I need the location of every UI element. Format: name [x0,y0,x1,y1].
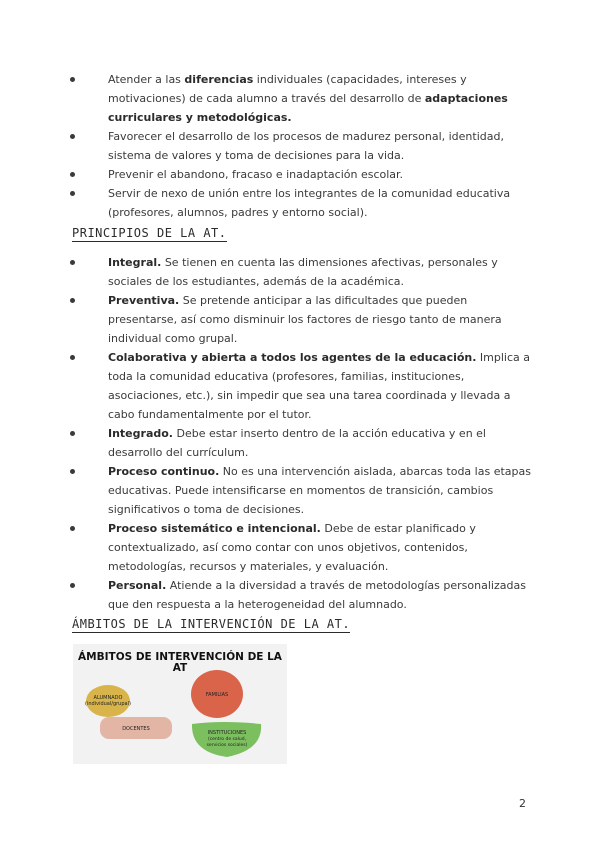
familias-label: FAMILIAS [205,692,229,698]
list-item: Servir de nexo de unión entre los integrantes de la comunidad educativa (profesores, alumnos, padres y entorno social). [88,184,536,222]
instituciones-sublabel-1: (centro de salud, [207,737,247,742]
list-item: Favorecer el desarrollo de los procesos de madurez personal, identidad, sistema de valores y toma de decisiones para la vida. [88,127,536,165]
list-item: Preventiva. Se pretende anticipar a las dificultades que pueden presentarse, así como disminuir los factores de riesgo tanto de manera individual como grupal. [88,291,536,348]
list-item: Integrado. Debe estar inserto dentro de la acción educativa y en el desarrollo del currículum. [88,424,536,462]
scopes-diagram-svg [73,644,287,764]
list-item: Personal. Atiende a la diversidad a través de metodologías personalizadas que den respuesta a la heterogeneidad del alumnado. [88,576,536,614]
scopes-heading: ÁMBITOS DE LA INTERVENCIÓN DE LA AT. [72,617,351,631]
instituciones-sublabel-2: servicios sociales) [206,743,248,748]
objectives-list [88,70,536,222]
list-item: Proceso continuo. No es una intervención aislada, abarcas toda las etapas educativas. Puede intensificarse en momentos de transición, cambios significativos o toma de decisiones. [88,462,536,519]
instituciones-label: INSTITUCIONES [207,730,247,736]
diagram-title-line1: ÁMBITOS DE INTERVENCIÓN DE LA [78,651,282,663]
list-item: Atender a las diferencias individuales (capacidades, intereses y motivaciones) de cada alumno a través del desarrollo de adaptaciones curriculares y metodológicas. [88,70,536,127]
list-item: Prevenir el abandono, fracaso e inadaptación escolar. [88,165,536,184]
list-item: Proceso sistemático e intencional. Debe de estar planificado y contextualizado, así como contar con unos objetivos, contenidos, metodologías, recursos y materiales, y evaluación. [88,519,536,576]
list-item: Integral. Se tienen en cuenta las dimensiones afectivas, personales y sociales de los estudiantes, además de la académica. [88,253,536,291]
principles-heading: PRINCIPIOS DE LA AT. [72,226,227,240]
principles-list [88,253,536,614]
scopes-diagram [73,644,287,764]
alumnado-sublabel: (individual/grupal) [85,701,131,707]
page-number: 2 [519,797,526,810]
list-item: Colaborativa y abierta a todos los agentes de la educación. Implica a toda la comunidad educativa (profesores, familias, instituciones, asociaciones, etc.), sin impedir que sea una tarea coordinada y llevada a cabo fundamentalmente por el tutor. [88,348,536,424]
alumnado-label: ALUMNADO [93,695,123,701]
diagram-title-line2: AT [172,662,188,674]
docentes-label: DOCENTES [122,726,150,732]
